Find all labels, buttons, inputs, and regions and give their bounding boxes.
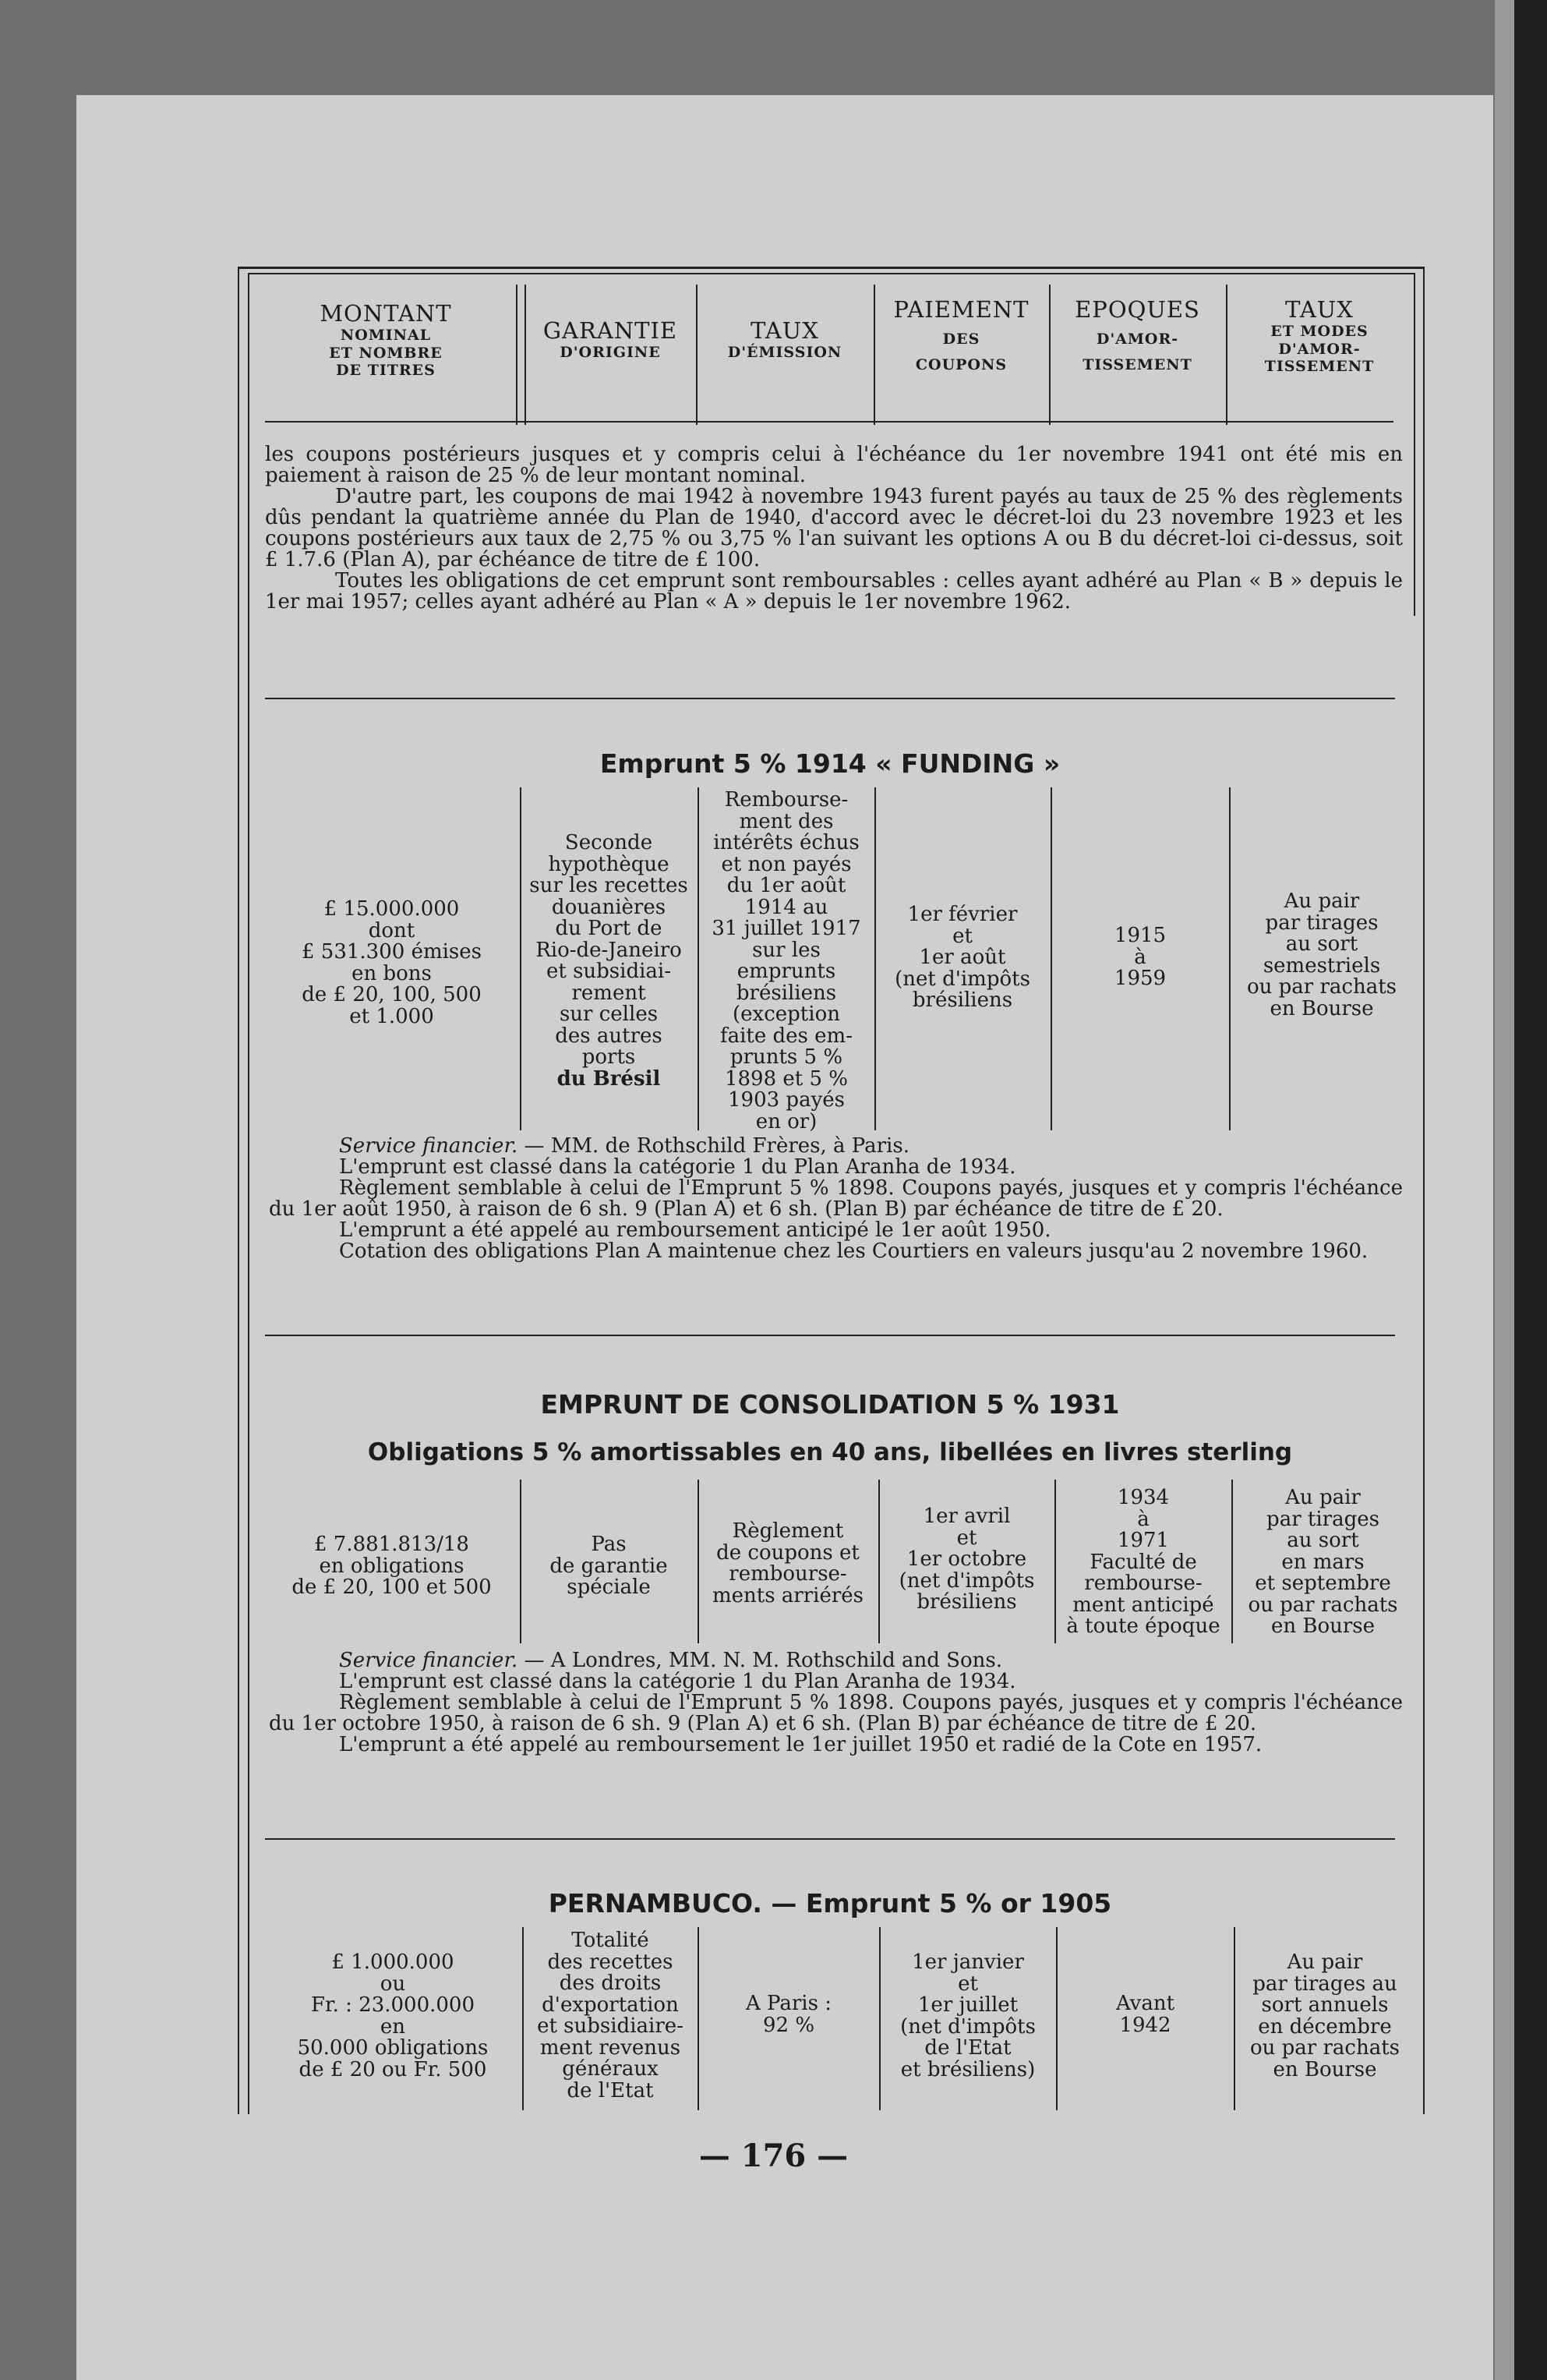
pernambuco-modes [1234,1952,1415,2081]
cell-line: en Bourse [1270,996,1374,1020]
cell-line: brésiliens [736,981,837,1005]
scan-edge [1514,0,1547,2380]
consolidation-garantie [521,1534,697,1599]
cell-line: en mars [1281,1550,1365,1574]
frame-right-line [1423,267,1425,2114]
cell-line: des droits [559,1972,662,1995]
funding-garantie [521,833,697,1090]
header-divider [516,285,517,425]
frame-top-line-2 [248,273,1414,274]
section-divider [265,1335,1395,1336]
header-text: COUPONS [915,355,1008,373]
cell-line: de garantie [549,1554,668,1578]
cell-line: £ 15.000.000 [323,897,460,921]
cell-line: Au pair [1284,889,1360,913]
cell-line: 1er avril [923,1505,1011,1528]
cell-line: intérêts échus [713,831,860,854]
cell-line: au sort [1285,932,1358,956]
consolidation-notes [269,1650,1403,1756]
cell-line: 1915 [1114,924,1167,947]
funding-paiement [875,904,1050,1012]
cell-line: ou par rachats [1246,975,1397,999]
service-text: — A Londres, MM. N. M. Rothschild and Sons. [517,1649,1002,1672]
consolidation-paiement [879,1506,1054,1614]
cell-line: et [956,1526,977,1550]
cell-line: de £ 20, 100 et 500 [291,1575,492,1599]
cell-line: ou par rachats [1249,2036,1400,2060]
header-text: NOMINAL [340,327,432,345]
cell-line: brésiliens [912,988,1013,1012]
cell-line: généraux [562,2057,659,2081]
section-divider [265,1838,1395,1840]
cell-line: Avant [1115,1992,1175,2015]
cell-line: de £ 20, 100, 500 [302,983,482,1006]
cell-line: hypothèque [548,852,669,876]
cell-line: Totalité [571,1929,649,1952]
cell-line: prunts 5 % [729,1045,843,1069]
cell-line: des autres [555,1024,662,1048]
cell-line: sur les [752,938,821,962]
cell-line: 1898 et 5 % [724,1066,849,1091]
cell-line: Au pair [1287,1950,1363,1974]
cell-line: rembourse- [1084,1572,1203,1595]
header-text: D'AMOR- [1096,331,1179,348]
intro-text [265,444,1403,613]
header-text: TAUX [1285,296,1354,323]
header-text: ET NOMBRE [329,344,443,362]
cell-line: 1er août [919,946,1006,969]
header-text: EPOQUES [1075,296,1200,323]
service-label: Service financier. [339,1649,518,1672]
note: L'emprunt a été appelé au remboursement le 1er juillet 1950 et radié de la Cote en 1957. [339,1733,1263,1756]
cell-line: (exception [733,1003,840,1026]
cell-line: de coupons et [716,1540,860,1565]
cell-line: 92 % [762,2013,815,2037]
note: L'emprunt est classé dans la catégorie 1 du Plan Aranha de 1934. [339,1670,1016,1693]
cell-line: des recettes [547,1950,673,1974]
cell-line: en bons [351,961,432,985]
cell-line: par tirages [1266,1507,1379,1531]
consolidation-title: EMPRUNT DE CONSOLIDATION 5 % 1931 [540,1389,1120,1420]
note: Règlement semblable à celui de l'Emprunt 5 % 1898. Coupons payés, jusques et y compris l'échéance du 1er octobre 1950, à raison de 6 sh. 9 (Plan A) et 6 sh. (Plan B) par échéance de titre de £ 20. [269,1691,1403,1735]
cell-line: 1934 [1117,1486,1170,1509]
cell-line: 1971 [1117,1529,1170,1552]
note: L'emprunt a été appelé au remboursement anticipé le 1er août 1950. [339,1218,1051,1242]
frame-top-line [238,267,1424,269]
cell-line: ments arriérés [712,1583,864,1607]
cell-line: sur celles [559,1003,659,1026]
cell-line: du Brésil [556,1066,661,1091]
cell-line: A Paris : [746,1992,832,2015]
note: Règlement semblable à celui de l'Emprunt 5 % 1898. Coupons payés, jusques et y compris l'échéance du 1er août 1950, à raison de 6 sh. 9 (Plan A) et 6 sh. (Plan B) par échéance de titre de £ 20. [269,1176,1403,1221]
service-label: Service financier. [339,1134,518,1158]
cell-line: 1942 [1119,2013,1171,2037]
cell-line: de £ 20 ou Fr. 500 [298,2057,487,2081]
consolidation-subtitle: Obligations 5 % amortissables en 40 ans, libellées en livres sterling [367,1438,1293,1466]
cell-line: £ 7.881.813/18 [314,1533,469,1556]
cell-line: ou par rachats [1248,1593,1398,1617]
cell-line: au sort [1287,1529,1359,1552]
pernambuco-epoques [1057,1993,1234,2036]
cell-line: de l'Etat [567,2078,654,2102]
cell-line: à [1137,1507,1150,1531]
header-epoques [1049,296,1226,373]
cell-line: Rio-de-Janeiro [535,938,682,962]
cell-line: en obligations [319,1554,464,1578]
cell-line: ment anticipé [1072,1593,1214,1617]
cell-line: en [380,2014,406,2039]
header-bottom-line [265,421,1393,423]
cell-line: en Bourse [1270,1614,1376,1638]
intro-paragraph-3: Toutes les obligations de cet emprunt sont remboursables : celles ayant adhéré au Plan « B » depuis le 1er mai 1957; celles ayant adhéré au Plan « A » depuis le 1er novembre 1962. [265,569,1403,614]
header-text: TISSEMENT [1264,358,1375,376]
cell-line: 31 juillet 1917 [712,917,861,940]
pernambuco-montant [265,1952,521,2081]
header-text: DES [942,331,980,348]
header-text: DE TITRES [336,362,436,380]
funding-taux [698,790,874,1133]
cell-line: à toute époque [1066,1614,1220,1638]
cell-line: ment des [739,809,834,833]
funding-montant [265,899,518,1027]
header-text: TAUX [751,317,819,344]
cell-line: 1914 au [744,895,828,919]
cell-line: ou [380,1972,406,1996]
header-text: MONTANT [320,300,452,327]
intro-paragraph-1: les coupons postérieurs jusques et y compris celui à l'échéance du 1er novembre 1941 ont été mis en paiement à raison de 25 % de leur montant nominal. [265,443,1403,487]
pernambuco-taux [698,1993,879,2036]
note: Cotation des obligations Plan A maintenue chez les Courtiers en valeurs jusqu'au 2 novembre 1960. [339,1240,1369,1263]
cell-line: sur les recettes [529,874,688,897]
service-text: — MM. de Rothschild Frères, à Paris. [517,1134,909,1158]
cell-line: brésiliens [917,1590,1017,1614]
cell-line: Seconde [564,831,653,854]
cell-line: 1er octobre [906,1547,1027,1571]
funding-modes [1230,891,1414,1020]
cell-line: (net d'impôts [895,967,1030,991]
page-gutter [1495,0,1514,2380]
cell-line: et subsidiaire- [537,2014,683,2038]
cell-line: 50.000 obligations [297,2036,489,2060]
cell-line: spéciale [567,1575,651,1599]
frame-left-line [238,267,239,2114]
cell-line: £ 1.000.000 [331,1950,454,1974]
cell-line: £ 531.300 émises [301,940,482,964]
cell-line: de l'Etat [924,2036,1012,2060]
consolidation-modes [1232,1487,1414,1638]
page-number: — 176 — [698,2138,849,2174]
cell-line: par tirages [1265,911,1379,935]
funding-epoques [1051,925,1229,990]
header-text: D'ORIGINE [560,344,661,362]
cell-line: du Port de [555,917,662,940]
cell-line: 1959 [1114,967,1167,990]
header-garantie [524,317,696,362]
cell-line: Pas [591,1533,627,1556]
cell-line: en décembre [1258,2014,1392,2039]
note: L'emprunt est classé dans la catégorie 1 du Plan Aranha de 1934. [339,1155,1016,1179]
cell-line: Au pair [1285,1486,1361,1509]
section-divider [265,698,1395,699]
cell-line: emprunts [736,960,836,983]
cell-line: (net d'impôts [899,1568,1035,1593]
cell-line: douanières [551,895,666,919]
funding-title: Emprunt 5 % 1914 « FUNDING » [599,748,1061,779]
frame-right-line-2 [1414,273,1415,616]
cell-line: et subsidiai- [546,960,672,983]
funding-notes [269,1136,1403,1262]
cell-line: Fr. : 23.000.000 [310,1993,475,2017]
cell-line: en or) [755,1109,818,1133]
cell-line: 1er février [907,903,1018,926]
pernambuco-garantie [523,1930,698,2102]
cell-line: en Bourse [1273,2057,1377,2081]
cell-line: et septembre [1255,1572,1391,1595]
cell-line: Rembourse- [724,788,849,812]
header-taux-emission [696,317,874,362]
cell-line: Règlement [732,1519,844,1543]
cell-line: et [952,924,973,948]
cell-line: 1er juillet [917,1993,1019,2017]
cell-line: et 1.000 [349,1004,434,1028]
header-text: D'ÉMISSION [727,344,842,362]
header-montant [257,300,514,379]
cell-line: d'exportation [542,1993,679,2017]
intro-paragraph-2: D'autre part, les coupons de mai 1942 à novembre 1943 furent payés au taux de 25 % des règlements dûs pendant la quatrième année du Plan de 1940, d'accord avec le décret-loi du 23 novembre 1923 et les coupons postérieurs aux taux de 2,75 % ou 3,75 % l'an suivant les options A ou B du décret-loi ci-dessus, soit £ 1.7.6 (Plan A), par échéance de titre de £ 100. [265,485,1403,571]
cell-line: du 1er août [726,874,846,897]
cell-line: faite des em- [719,1024,853,1048]
header-text: PAIEMENT [893,296,1030,323]
header-text: GARANTIE [542,317,678,344]
cell-line: rembourse- [729,1562,847,1586]
cell-line: rement [571,981,646,1005]
cell-line: ports [581,1045,636,1069]
cell-line: Faculté de [1090,1550,1197,1574]
cell-line: 1903 payés [728,1088,845,1112]
cell-line: et non payés [721,852,852,876]
pernambuco-paiement [880,1952,1056,2081]
cell-line: à [1134,945,1146,969]
cell-line: et [958,1972,978,1996]
pernambuco-title: PERNAMBUCO. — Emprunt 5 % or 1905 [548,1888,1112,1918]
cell-line: 1er janvier [912,1950,1024,1974]
header-taux-modes [1226,296,1413,375]
consolidation-epoques [1055,1487,1231,1638]
header-paiement [874,296,1049,373]
cell-line: dont [368,918,415,942]
header-text: TISSEMENT [1083,355,1192,373]
cell-line: par tirages au [1252,1972,1397,1996]
cell-line: et brésiliens) [900,2057,1036,2081]
cell-line: (net d'impôts [900,2014,1036,2039]
header-text: D'AMOR- [1278,340,1361,358]
cell-line: sort annuels [1261,1993,1389,2017]
frame-left-line-2 [248,273,249,2114]
header-text: ET MODES [1270,323,1369,341]
consolidation-taux [698,1521,878,1607]
cell-line: semestriels [1263,953,1381,978]
consolidation-montant [265,1534,518,1599]
cell-line: ment revenus [539,2035,681,2060]
